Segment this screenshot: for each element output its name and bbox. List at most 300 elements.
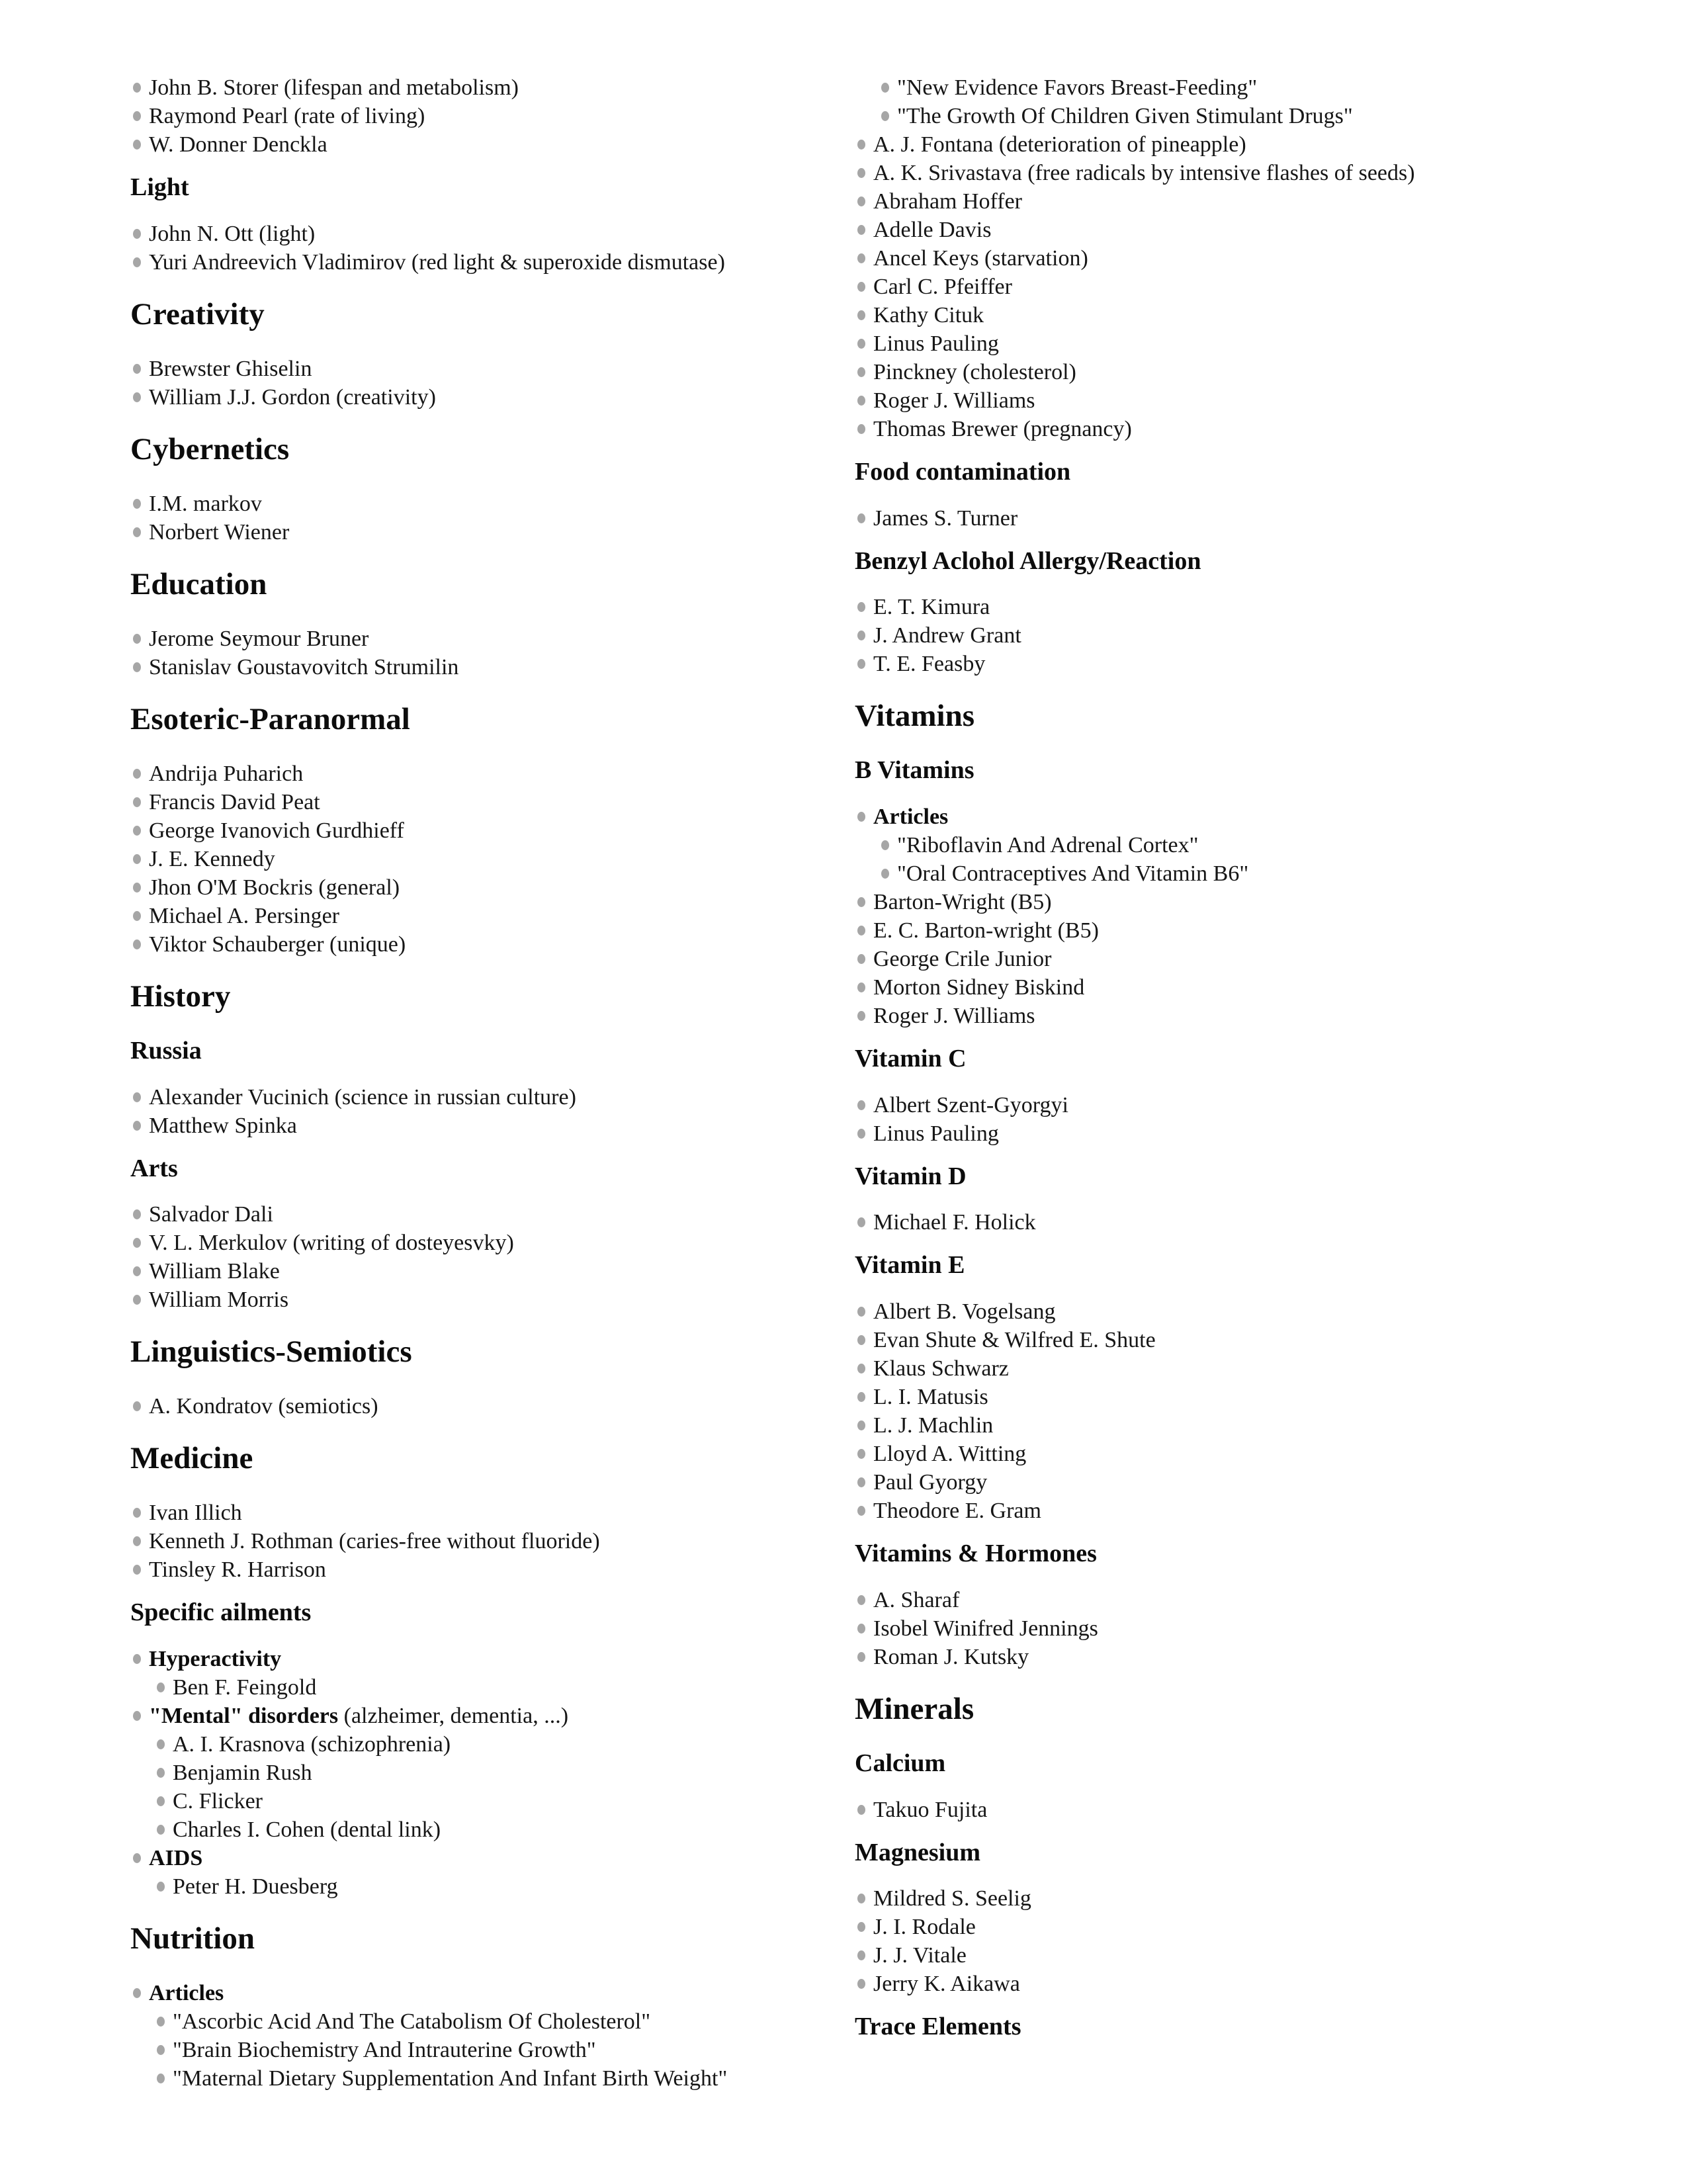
- bullet-icon: [857, 897, 865, 907]
- bullet-icon: [133, 83, 141, 93]
- bullet-icon: [857, 1922, 865, 1932]
- list-item-label: Jerry K. Aikawa: [873, 1972, 1020, 1997]
- list-item-label: Roger J. Williams: [873, 388, 1035, 413]
- list-item-label: (alzheimer, dementia, ...): [338, 1704, 569, 1729]
- list-item-text: [173, 2066, 727, 2091]
- list-item-label: Salvador Dali: [149, 1202, 273, 1227]
- bullet-icon: [857, 1506, 865, 1516]
- bullet-list: [130, 760, 832, 959]
- list-item-text: [149, 627, 368, 651]
- list-item: [855, 301, 1649, 329]
- list-item-text: [173, 1675, 316, 1700]
- list-item-bold-label: AIDS: [149, 1846, 203, 1871]
- bullet-icon: [133, 662, 141, 672]
- bullet-icon: [857, 1307, 865, 1317]
- list-item: [855, 945, 1649, 973]
- bullet-icon: [857, 225, 865, 235]
- list-item-text: [149, 385, 436, 410]
- bullet-icon: [133, 257, 141, 267]
- bullet-icon: [133, 140, 141, 150]
- list-item-label: J. E. Kennedy: [149, 846, 275, 871]
- list-item-text: [873, 275, 1012, 299]
- heading-minerals: Minerals: [855, 1691, 974, 1726]
- list-item-text: [873, 595, 990, 619]
- list-item-label: Takuo Fujita: [873, 1797, 988, 1822]
- list-item: [130, 902, 832, 930]
- list-item-text: [897, 861, 1248, 886]
- list-item: [855, 1614, 1649, 1643]
- list-item-label: William Blake: [149, 1259, 280, 1284]
- bullet-list: [855, 1208, 1649, 1237]
- heading-b-vitamins: B Vitamins: [855, 756, 974, 785]
- list-item-label: L. I. Matusis: [873, 1385, 988, 1410]
- list-item-text: [873, 1972, 1020, 1996]
- list-item: [855, 1119, 1649, 1148]
- bullet-icon: [133, 769, 141, 779]
- list-item-text: [873, 1798, 987, 1822]
- bullet-icon: [133, 911, 141, 921]
- list-item: [855, 803, 1649, 831]
- list-item-text: [149, 1231, 514, 1255]
- list-item-text: [149, 75, 519, 100]
- bullet-list: [130, 625, 832, 681]
- bullet-icon: [133, 1266, 141, 1276]
- list-item-text: [873, 246, 1088, 271]
- list-item-label: Carl C. Pfeiffer: [873, 275, 1012, 299]
- list-item-text: [873, 189, 1022, 214]
- bullet-icon: [857, 926, 865, 936]
- list-item-text: [149, 1288, 288, 1312]
- list-item: [855, 621, 1649, 650]
- list-item-label: Norbert Wiener: [149, 519, 290, 545]
- list-item-label: Yuri Andreevich Vladimirov (red light & superoxide dismutase): [149, 249, 725, 275]
- list-item-text: [873, 303, 984, 328]
- bullet-icon: [857, 168, 865, 178]
- list-item-text: [173, 1817, 441, 1842]
- list-item: [130, 518, 832, 546]
- heading-vitamin-d: Vitamin D: [855, 1162, 967, 1190]
- list-item: [130, 760, 832, 788]
- list-item: [130, 490, 832, 518]
- bullet-icon: [857, 1595, 865, 1605]
- bullet-list: [855, 130, 1649, 443]
- list-item: [130, 1645, 832, 1673]
- bullet-icon: [857, 1652, 865, 1662]
- bullet-icon: [133, 1209, 141, 1219]
- bullet-list: [130, 1499, 832, 1584]
- list-item-label: John N. Ott (light): [149, 221, 316, 246]
- list-item: [130, 130, 832, 159]
- bullet-icon: [157, 1739, 165, 1749]
- bullet-icon: [857, 1100, 865, 1110]
- list-item-text: [873, 623, 1021, 648]
- list-item-text: [149, 1501, 242, 1525]
- list-item-bold-label: Hyperactivity: [149, 1647, 282, 1672]
- list-item: [855, 1326, 1649, 1354]
- list-item: [855, 1354, 1649, 1383]
- list-item: [855, 650, 1649, 678]
- list-item: [855, 1913, 1649, 1941]
- list-item: [879, 831, 1649, 859]
- bullet-icon: [857, 424, 865, 434]
- bullet-icon: [157, 1768, 165, 1778]
- bullet-list: [855, 1884, 1649, 1998]
- list-item-text: [149, 1846, 202, 1870]
- list-item: [855, 1297, 1649, 1326]
- heading-nutrition: Nutrition: [130, 1921, 255, 1956]
- list-item: [855, 1941, 1649, 1970]
- list-item-label: George Ivanovich Gurdhieff: [149, 818, 404, 843]
- bullet-icon: [133, 1988, 141, 1998]
- heading-benzyl-aclohol-allergy-reaction: Benzyl Aclohol Allergy/Reaction: [855, 546, 1201, 575]
- bullet-list: [855, 803, 1649, 1030]
- list-item-text: [873, 161, 1415, 185]
- list-item: [130, 1392, 832, 1420]
- list-item-text: [873, 1499, 1041, 1523]
- bullet-icon: [857, 983, 865, 992]
- bullet-icon: [133, 797, 141, 807]
- bullet-list: [855, 1586, 1649, 1671]
- list-item-text: [873, 1385, 988, 1409]
- list-item: [154, 1872, 832, 1901]
- bullet-icon: [133, 1711, 141, 1721]
- bullet-icon: [857, 659, 865, 669]
- list-item-label: Tinsley R. Harrison: [149, 1557, 326, 1583]
- list-item: [855, 273, 1649, 301]
- list-item-text: [873, 918, 1099, 943]
- heading-creativity: Creativity: [130, 296, 265, 331]
- list-item-text: [149, 932, 406, 957]
- list-item-text: [897, 833, 1199, 857]
- list-item-label: Jerome Seymour Bruner: [149, 626, 369, 651]
- list-item: [130, 73, 832, 102]
- bullet-icon: [857, 602, 865, 612]
- heading-esoteric-paranormal: Esoteric-Paranormal: [130, 701, 410, 736]
- list-item-label: Linus Pauling: [873, 331, 999, 356]
- list-item-label: E. T. Kimura: [873, 595, 990, 620]
- bullet-list: [130, 1083, 832, 1140]
- list-item-text: [149, 818, 404, 843]
- list-item-label: Isobel Winifred Jennings: [873, 1616, 1098, 1641]
- bullet-icon: [857, 631, 865, 640]
- list-item-label: J. J. Vitale: [873, 1943, 967, 1968]
- bullet-icon: [857, 1392, 865, 1402]
- bullet-icon: [133, 392, 141, 402]
- list-item-label: "Riboflavin And Adrenal Cortex": [897, 833, 1199, 858]
- bullet-list: [130, 73, 832, 159]
- bullet-icon: [133, 939, 141, 949]
- bullet-list: [855, 1091, 1649, 1148]
- list-item-label: Ivan Illich: [149, 1501, 242, 1526]
- bullet-list: [130, 220, 832, 277]
- list-item: [130, 383, 832, 412]
- list-item: [154, 1815, 832, 1844]
- bullet-icon: [133, 499, 141, 509]
- list-item-label: Kenneth J. Rothman (caries-free without fluoride): [149, 1529, 600, 1554]
- bullet-list: [130, 1200, 832, 1314]
- list-item-label: A. Sharaf: [873, 1587, 960, 1612]
- list-item-text: [149, 1394, 378, 1419]
- list-item-label: "Ascorbic Acid And The Catabolism Of Cholesterol": [173, 2009, 651, 2034]
- list-item-text: [873, 1588, 959, 1612]
- list-item: [130, 930, 832, 959]
- bullet-icon: [157, 2017, 165, 2027]
- bullet-icon: [133, 1536, 141, 1546]
- list-item: [855, 1796, 1649, 1824]
- list-item-text: [173, 1732, 451, 1757]
- list-item: [855, 216, 1649, 244]
- bullet-icon: [857, 1364, 865, 1374]
- list-item-text: [873, 652, 985, 676]
- list-item-text: [873, 975, 1084, 1000]
- list-item-text: [149, 762, 303, 786]
- list-item-text: [173, 1761, 312, 1785]
- bullet-list: [130, 490, 832, 546]
- heading-light: Light: [130, 173, 189, 201]
- list-item: [130, 1979, 832, 2007]
- list-item: [130, 845, 832, 873]
- bullet-icon: [133, 826, 141, 836]
- list-item: [855, 187, 1649, 216]
- list-item-label: Adelle Davis: [873, 218, 992, 242]
- list-item: [855, 1411, 1649, 1440]
- list-item-text: [873, 1442, 1026, 1466]
- list-item-label: Kathy Cituk: [873, 303, 984, 328]
- list-item-label: Stanislav Goustavovitch Strumilin: [149, 654, 459, 679]
- list-item-label: William J.J. Gordon (creativity): [149, 384, 436, 410]
- list-item: [855, 415, 1649, 443]
- list-item-text: [149, 1259, 280, 1284]
- list-item-label: James S. Turner: [873, 505, 1018, 531]
- list-item-label: Alexander Vucinich (science in russian culture): [149, 1084, 576, 1110]
- bullet-icon: [857, 1335, 865, 1345]
- list-item: [130, 1200, 832, 1229]
- list-item-label: Paul Gyorgy: [873, 1470, 988, 1495]
- bullet-icon: [857, 197, 865, 206]
- list-item-label: A. Kondratov (semiotics): [149, 1394, 378, 1419]
- list-item: [154, 2007, 832, 2036]
- list-item-label: Abraham Hoffer: [873, 189, 1023, 214]
- list-item-label: V. L. Merkulov (writing of dosteyesvky): [149, 1231, 514, 1256]
- list-item: [855, 504, 1649, 533]
- list-item-text: [873, 218, 991, 242]
- bullet-list: [855, 1297, 1649, 1525]
- bullet-icon: [857, 253, 865, 263]
- heading-specific-ailments: Specific ailments: [130, 1598, 312, 1627]
- bullet-icon: [133, 229, 141, 239]
- bullet-icon: [857, 140, 865, 150]
- list-item-text: [149, 790, 320, 814]
- list-item-label: Morton Sidney Biskind: [873, 975, 1085, 1000]
- list-item-label: C. Flicker: [173, 1789, 263, 1814]
- list-item: [130, 1257, 832, 1286]
- bullet-icon: [133, 854, 141, 864]
- list-item-label: Matthew Spinka: [149, 1113, 297, 1138]
- list-item-label: Charles I. Cohen (dental link): [173, 1817, 441, 1843]
- bullet-icon: [133, 883, 141, 893]
- list-item: [130, 248, 832, 277]
- list-item: [855, 244, 1649, 273]
- bullet-icon: [857, 1950, 865, 1960]
- list-item-label: A. K. Srivastava (free radicals by intensive flashes of seeds): [873, 161, 1415, 185]
- bullet-icon: [157, 1882, 165, 1892]
- list-item: [154, 1759, 832, 1787]
- list-item: [130, 355, 832, 383]
- list-item-label: Albert Szent-Gyorgyi: [873, 1092, 1068, 1117]
- list-item-text: [897, 104, 1353, 128]
- heading-medicine: Medicine: [130, 1441, 253, 1476]
- list-item-text: [873, 331, 999, 356]
- list-item-label: Mildred S. Seelig: [873, 1886, 1031, 1911]
- bullet-icon: [133, 1401, 141, 1411]
- list-item: [855, 358, 1649, 386]
- heading-vitamin-e: Vitamin E: [855, 1251, 965, 1280]
- list-item: [855, 329, 1649, 358]
- list-item: [130, 873, 832, 902]
- bullet-icon: [157, 2045, 165, 2055]
- bullet-icon: [857, 1129, 865, 1139]
- list-item: [130, 102, 832, 130]
- list-item: [855, 1970, 1649, 1998]
- heading-history: History: [130, 979, 231, 1014]
- heading-food-contamination: Food contamination: [855, 458, 1071, 486]
- bullet-icon: [133, 1295, 141, 1305]
- list-item-label: T. E. Feasby: [873, 652, 986, 677]
- list-item: [855, 916, 1649, 945]
- list-item: [130, 1286, 832, 1314]
- list-item: [855, 1497, 1649, 1525]
- list-item-label: L. J. Machlin: [873, 1413, 994, 1438]
- list-item-text: [873, 132, 1246, 157]
- list-item-label: I.M. markov: [149, 491, 262, 516]
- heading-trace-elements: Trace Elements: [855, 2013, 1021, 2041]
- list-item-text: [149, 132, 327, 157]
- list-item: [154, 1787, 832, 1815]
- list-item-bold-label: "Mental" disorders: [149, 1704, 339, 1729]
- list-item: [130, 1229, 832, 1257]
- bullet-icon: [133, 1508, 141, 1518]
- heading-calcium: Calcium: [855, 1749, 946, 1777]
- list-item: [855, 593, 1649, 621]
- bullet-icon: [857, 396, 865, 406]
- list-item: [130, 1555, 832, 1584]
- list-item-label: J. I. Rodale: [873, 1915, 976, 1940]
- list-item-label: Raymond Pearl (rate of living): [149, 104, 425, 128]
- list-item-label: Pinckney (cholesterol): [873, 360, 1076, 384]
- list-item-text: [873, 1413, 993, 1438]
- list-item-text: [873, 1645, 1029, 1669]
- list-item-label: Barton-Wright (B5): [873, 890, 1052, 915]
- bullet-icon: [133, 1121, 141, 1131]
- list-item: [855, 1383, 1649, 1411]
- list-item-text: [873, 1121, 999, 1146]
- list-item: [154, 2036, 832, 2064]
- bullet-list: [130, 355, 832, 412]
- heading-vitamin-c: Vitamin C: [855, 1045, 967, 1073]
- list-item-text: [873, 1299, 1055, 1324]
- list-item-text: [149, 250, 725, 275]
- list-item: [154, 1730, 832, 1759]
- list-item-label: Roman J. Kutsky: [873, 1644, 1029, 1669]
- column-right: [855, 73, 1649, 2059]
- list-item: [855, 1002, 1649, 1030]
- list-item: [879, 102, 1649, 130]
- list-item-label: Albert B. Vogelsang: [873, 1299, 1056, 1325]
- bullet-list: [855, 593, 1649, 678]
- list-item-text: [173, 2009, 650, 2034]
- list-item: [855, 1091, 1649, 1119]
- list-item-label: "New Evidence Favors Breast-Feeding": [897, 75, 1258, 100]
- list-item-label: Michael A. Persinger: [149, 903, 339, 928]
- list-item: [130, 1527, 832, 1555]
- list-item-label: Roger J. Williams: [873, 1004, 1035, 1029]
- list-item: [855, 159, 1649, 187]
- list-item: [130, 1499, 832, 1527]
- list-item-label: Klaus Schwarz: [873, 1356, 1009, 1381]
- list-item-label: Lloyd A. Witting: [873, 1442, 1027, 1467]
- list-item-text: [149, 1085, 576, 1110]
- list-item-text: [873, 805, 948, 829]
- bullet-list: [130, 1392, 832, 1420]
- list-item-text: [149, 1202, 273, 1227]
- bullet-icon: [881, 840, 889, 850]
- list-item-label: Benjamin Rush: [173, 1761, 312, 1786]
- list-item-label: E. C. Barton-wright (B5): [873, 918, 1099, 943]
- list-item-label: Linus Pauling: [873, 1121, 999, 1146]
- list-item: [130, 1844, 832, 1872]
- list-item-text: [149, 655, 458, 679]
- list-item-text: [149, 1114, 297, 1138]
- list-item: [130, 220, 832, 248]
- list-item: [154, 2064, 832, 2093]
- list-item-text: [873, 1886, 1031, 1911]
- list-item-text: [173, 2038, 596, 2062]
- list-item: [855, 1440, 1649, 1468]
- list-item: [855, 386, 1649, 415]
- list-item-label: Jhon O'M Bockris (general): [149, 875, 400, 900]
- list-item-text: [149, 520, 289, 545]
- list-item-label: "Brain Biochemistry And Intrauterine Growth": [173, 2038, 596, 2063]
- list-item-text: [873, 1943, 967, 1968]
- list-item: [130, 1083, 832, 1112]
- list-item: [855, 1643, 1649, 1671]
- list-item: [879, 73, 1649, 102]
- list-item-label: George Crile Junior: [873, 947, 1052, 972]
- list-item-label: Ben F. Feingold: [173, 1675, 317, 1700]
- list-item: [130, 816, 832, 845]
- heading-linguistics-semiotics: Linguistics-Semiotics: [130, 1334, 412, 1370]
- list-item-label: John B. Storer (lifespan and metabolism): [149, 75, 519, 100]
- list-item-text: [873, 360, 1076, 384]
- list-item-label: Francis David Peat: [149, 789, 320, 814]
- list-item: [130, 1112, 832, 1140]
- bullet-icon: [157, 1796, 165, 1806]
- heading-vitamins: Vitamins: [855, 699, 975, 734]
- list-item-text: [149, 104, 425, 128]
- list-item-label: A. I. Krasnova (schizophrenia): [173, 1732, 451, 1757]
- list-item: [855, 1468, 1649, 1497]
- bullet-icon: [857, 367, 865, 377]
- bullet-icon: [857, 1449, 865, 1459]
- list-item-text: [149, 1529, 600, 1553]
- list-item: [130, 788, 832, 816]
- list-item-label: J. Andrew Grant: [873, 623, 1021, 648]
- list-item-label: W. Donner Denckla: [149, 132, 327, 157]
- bullet-icon: [133, 634, 141, 644]
- list-item-label: Peter H. Duesberg: [173, 1874, 338, 1900]
- list-item-label: Evan Shute & Wilfred E. Shute: [873, 1328, 1156, 1353]
- bullet-icon: [857, 1979, 865, 1989]
